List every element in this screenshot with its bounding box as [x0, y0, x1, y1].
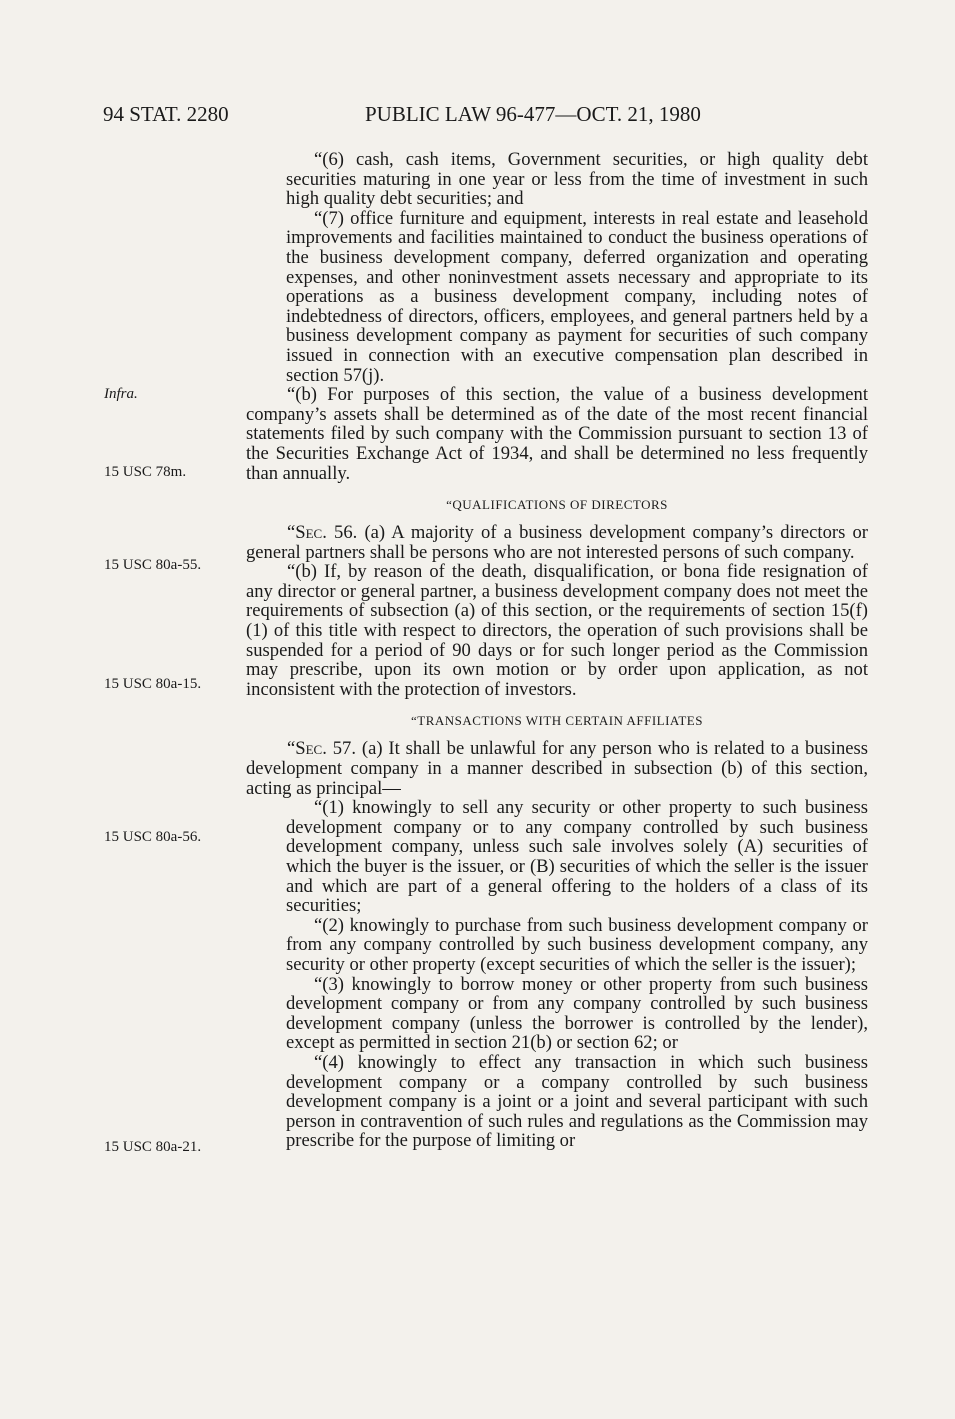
paragraph-b: “(b) For purposes of this section, the value of a business development company’s assets shall be determined as of the date of the most recent financial statements filed by such company with the Commission pursuant to section 13 of the Securities Exchange Act of 1934, and shall be determined no less frequently than annually.	[246, 384, 868, 484]
margin-note-infra: Infra.	[104, 386, 138, 402]
paragraph-7: “(7) office furniture and equipment, interests in real estate and leasehold improvements and facilities maintained to conduct the business operations of the business development company, deferred organization and operating expenses, and other noninvestment assets necessary and appropriate to its operations as a business development company, including notes of indebtedness of directors, officers, employees, and general partners held by a business development company as payment for securities of such company issued in connection with an executive compensation plan described in section 57(j).	[286, 207, 868, 386]
margin-note-80a-21: 15 USC 80a-21.	[104, 1139, 202, 1155]
paragraph-6: “(6) cash, cash items, Government securities, or high quality debt securities maturing in one year or less from the time of investment in such high quality debt securities; and	[286, 149, 868, 210]
page-header	[0, 102, 955, 132]
paragraph-57-3: “(3) knowingly to borrow money or other property from such business development company or from any company controlled by such business development company (unless the borrower is controlled by the lender), except as permitted in section 21(b) or section 62; or	[286, 973, 868, 1054]
section-56-a	[246, 523, 868, 562]
heading-transactions-with-affiliates: “TRANSACTIONS WITH CERTAIN AFFILIATES	[411, 713, 703, 729]
margin-note-80a-56: 15 USC 80a-56.	[104, 829, 202, 845]
margin-note-78m: 15 USC 78m.	[104, 464, 187, 480]
section-57-a-text: (a) It shall be unlawful for any person who is related to a business development company in a manner described in subsection (b) of this section, acting as principal—	[246, 738, 868, 799]
section-57-label: “Sec. 57.	[287, 738, 356, 760]
section-56-label: “Sec. 56.	[287, 522, 358, 544]
statute-citation: 94 STAT. 2280	[103, 102, 229, 126]
paragraph-57-2: “(2) knowingly to purchase from such business development company or from any company controlled by such business development company, any security or other property (except securities of which the seller is the issuer);	[286, 914, 868, 975]
margin-note-80a-15: 15 USC 80a-15.	[104, 676, 202, 692]
section-56-a-text: (a) A majority of a business development company’s directors or general partners shall be persons who are not interested persons of such company.	[246, 522, 868, 563]
paragraph-57-4: “(4) knowingly to effect any transaction in which such business development company or a company controlled by such business development company is a joint or a joint and several participant with such person in contravention of such rules and regulations as the Commission may prescribe for the purpose of limiting or	[286, 1051, 868, 1152]
section-57-a	[246, 739, 868, 798]
margin-note-80a-55: 15 USC 80a-55.	[104, 557, 202, 573]
body-text	[246, 150, 868, 1151]
heading-qualifications-of-directors: “QUALIFICATIONS OF DIRECTORS	[446, 497, 668, 513]
section-56-b: “(b) If, by reason of the death, disqualification, or bona fide resignation of any director or general partner, a business development company does not meet the requirements of subsection (a) of this section, or the requirements of section 15(f)(1) of this title with respect to directors, the operation of such provisions shall be suspended for a period of 90 days or for such longer period as the Commission may prescribe, upon its own motion or by order upon application, as not inconsistent with the protection of investors.	[246, 561, 868, 700]
paragraph-57-1: “(1) knowingly to sell any security or other property to such business development company or to any company controlled by such business development company, unless such sale involves solely (A) securities of which the buyer is the issuer, or (B) securities of which the seller is the issuer and which are part of a general offering to the holders of a class of its securities;	[286, 797, 868, 917]
public-law-title: PUBLIC LAW 96-477—OCT. 21, 1980	[365, 102, 701, 126]
